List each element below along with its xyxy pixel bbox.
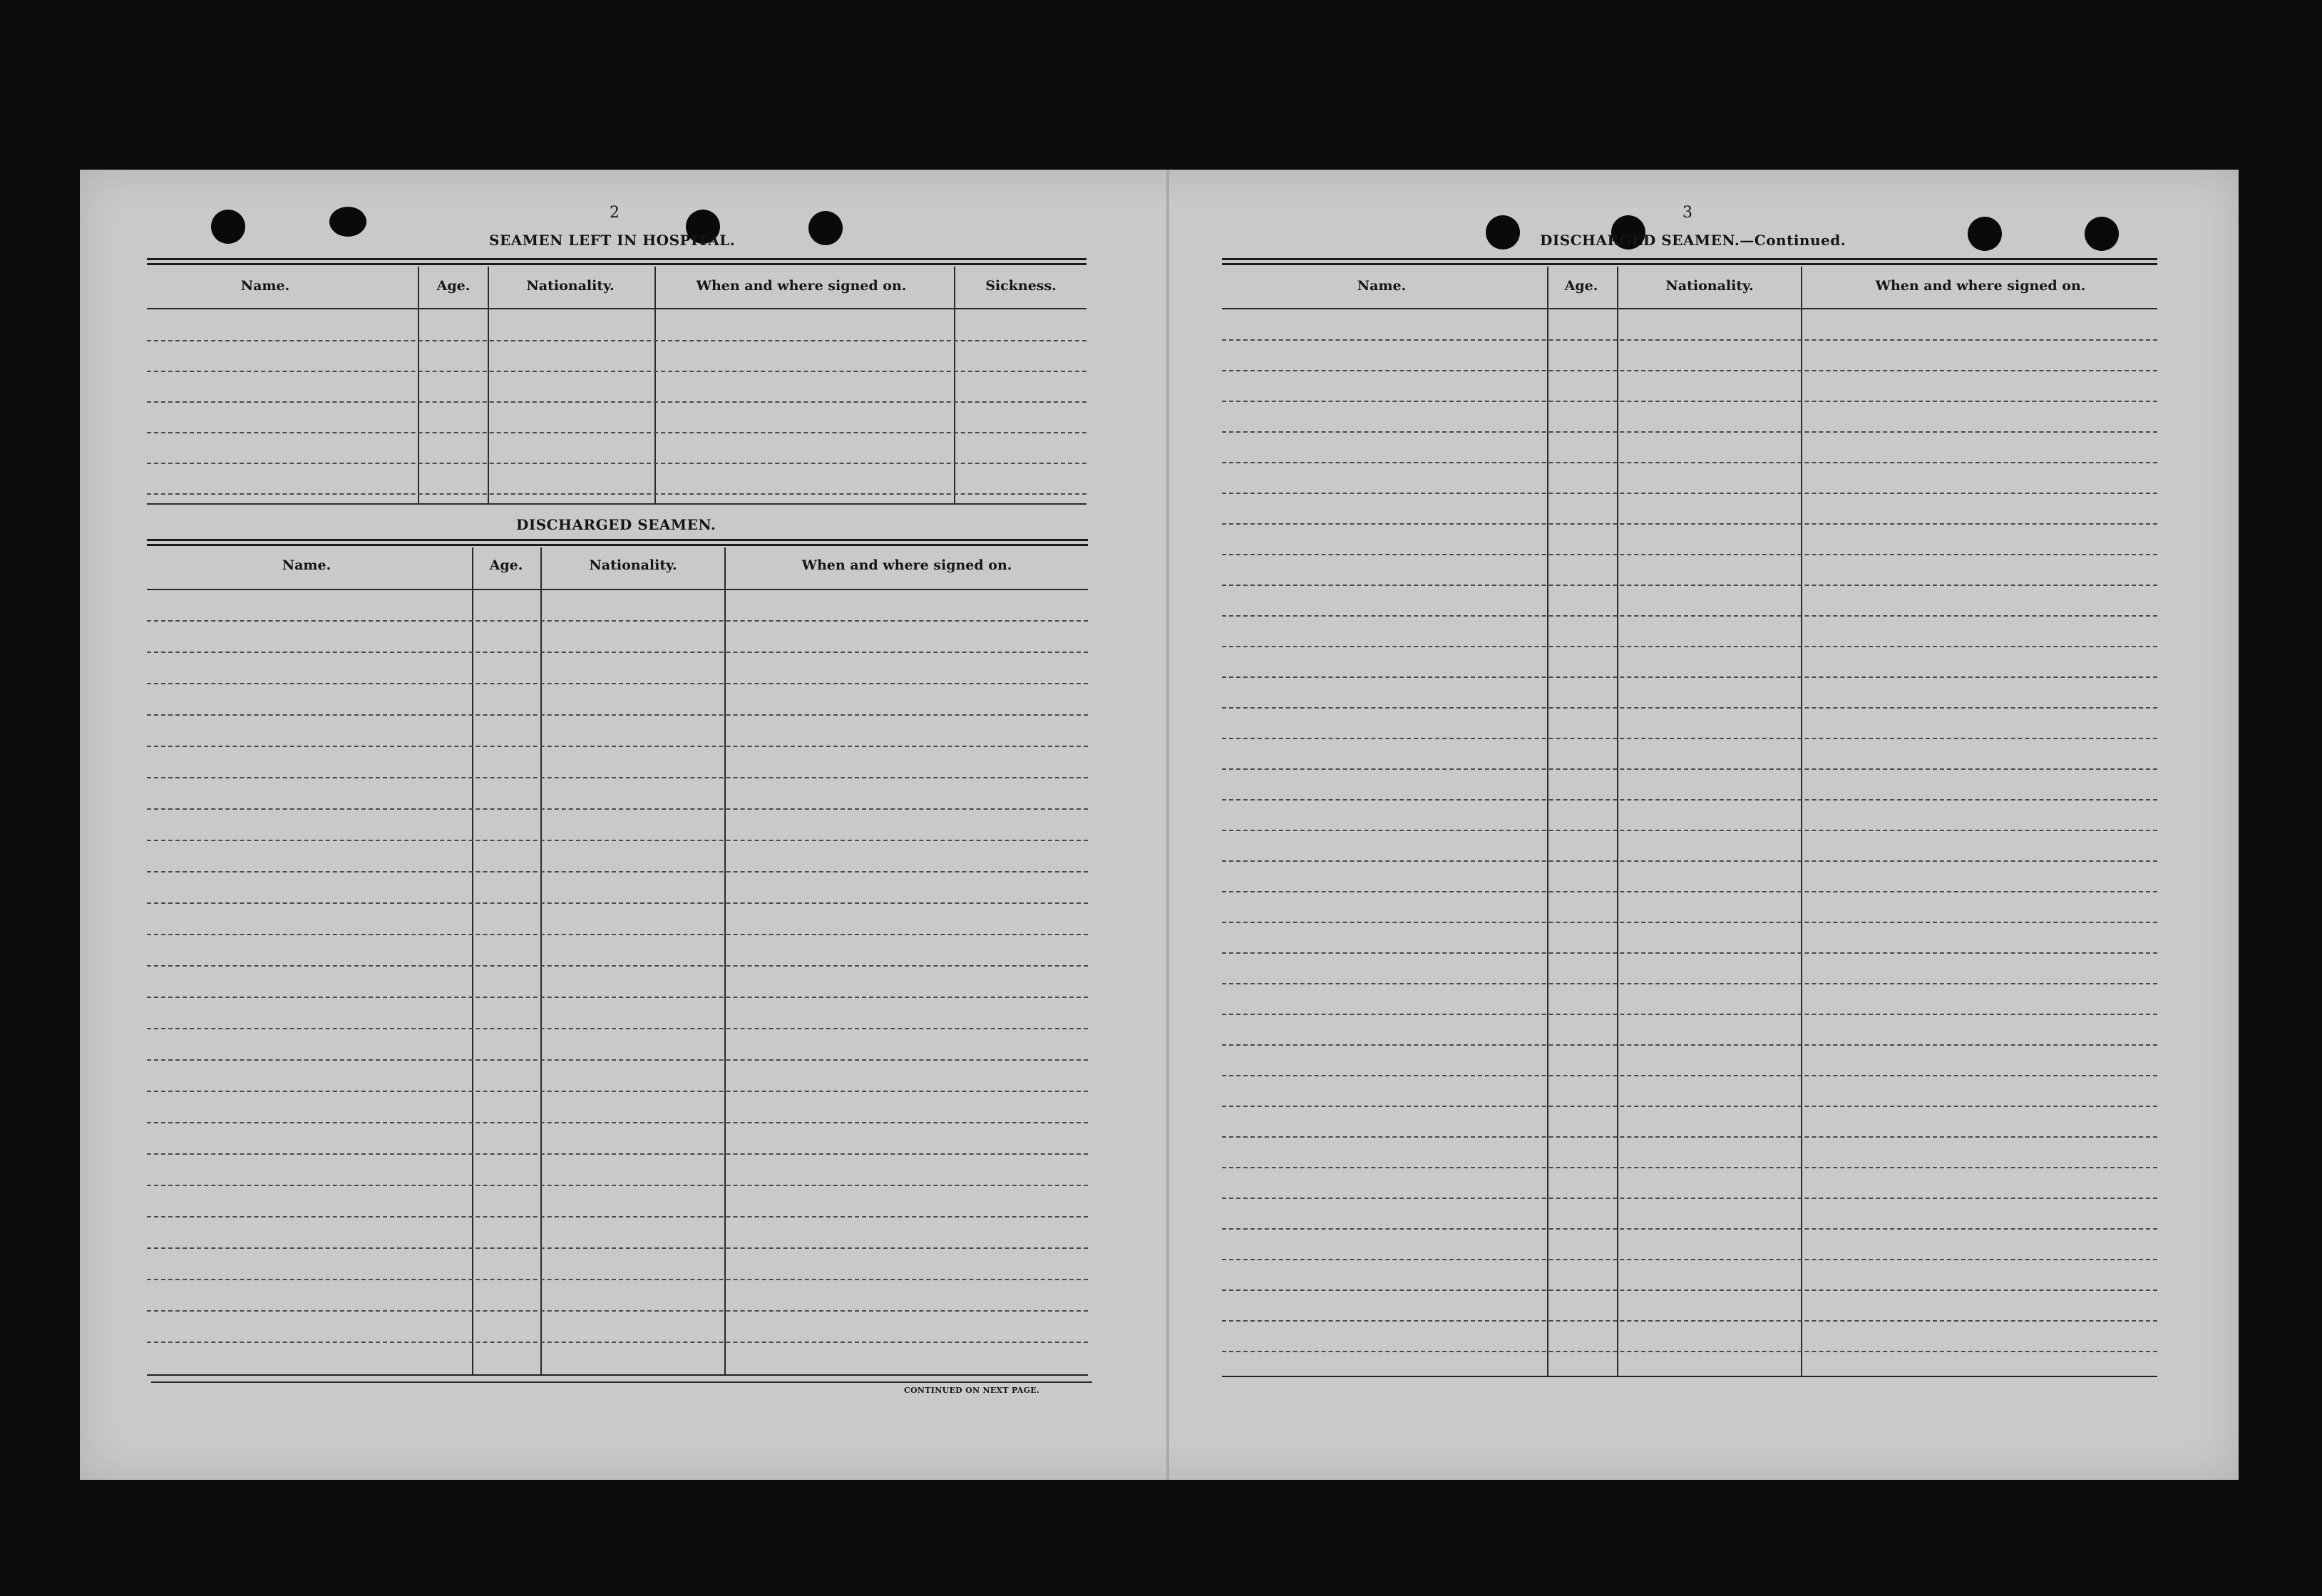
- column-header-signed-on: When and where signed on.: [696, 278, 907, 294]
- discharged-table-right: [1222, 258, 2157, 1379]
- column-header-signed-on: When and where signed on.: [1875, 278, 2086, 294]
- discharged-continued-title: DISCHARGED SEAMEN.—Continued.: [1540, 232, 1846, 249]
- hospital-section-title: SEAMEN LEFT IN HOSPITAL.: [489, 232, 736, 249]
- page-number: 2: [610, 204, 620, 222]
- footer-rule: [151, 1381, 1092, 1383]
- punch-hole: [808, 211, 843, 245]
- column-header-age: Age.: [489, 557, 523, 573]
- page-number: 3: [1683, 204, 1692, 222]
- punch-hole: [1486, 215, 1520, 249]
- column-header-age: Age.: [436, 278, 471, 294]
- column-header-nationality: Nationality.: [589, 557, 677, 573]
- hospital-table: [147, 258, 1086, 505]
- discharged-section-title: DISCHARGED SEAMEN.: [516, 516, 716, 533]
- column-header-age: Age.: [1564, 278, 1598, 294]
- punch-hole: [1968, 217, 2002, 251]
- page-fold: [1166, 170, 1169, 1480]
- column-header-name: Name.: [282, 557, 332, 573]
- discharged-table-left: [147, 539, 1088, 1376]
- punch-hole: [329, 207, 366, 237]
- punch-hole: [2085, 217, 2119, 251]
- column-header-nationality: Nationality.: [526, 278, 615, 294]
- column-header-sickness: Sickness.: [985, 278, 1057, 294]
- continued-footnote: CONTINUED ON NEXT PAGE.: [904, 1386, 1040, 1395]
- column-header-nationality: Nationality.: [1665, 278, 1754, 294]
- column-header-name: Name.: [1357, 278, 1407, 294]
- punch-hole: [211, 210, 245, 244]
- column-header-name: Name.: [240, 278, 290, 294]
- column-header-signed-on: When and where signed on.: [801, 557, 1012, 573]
